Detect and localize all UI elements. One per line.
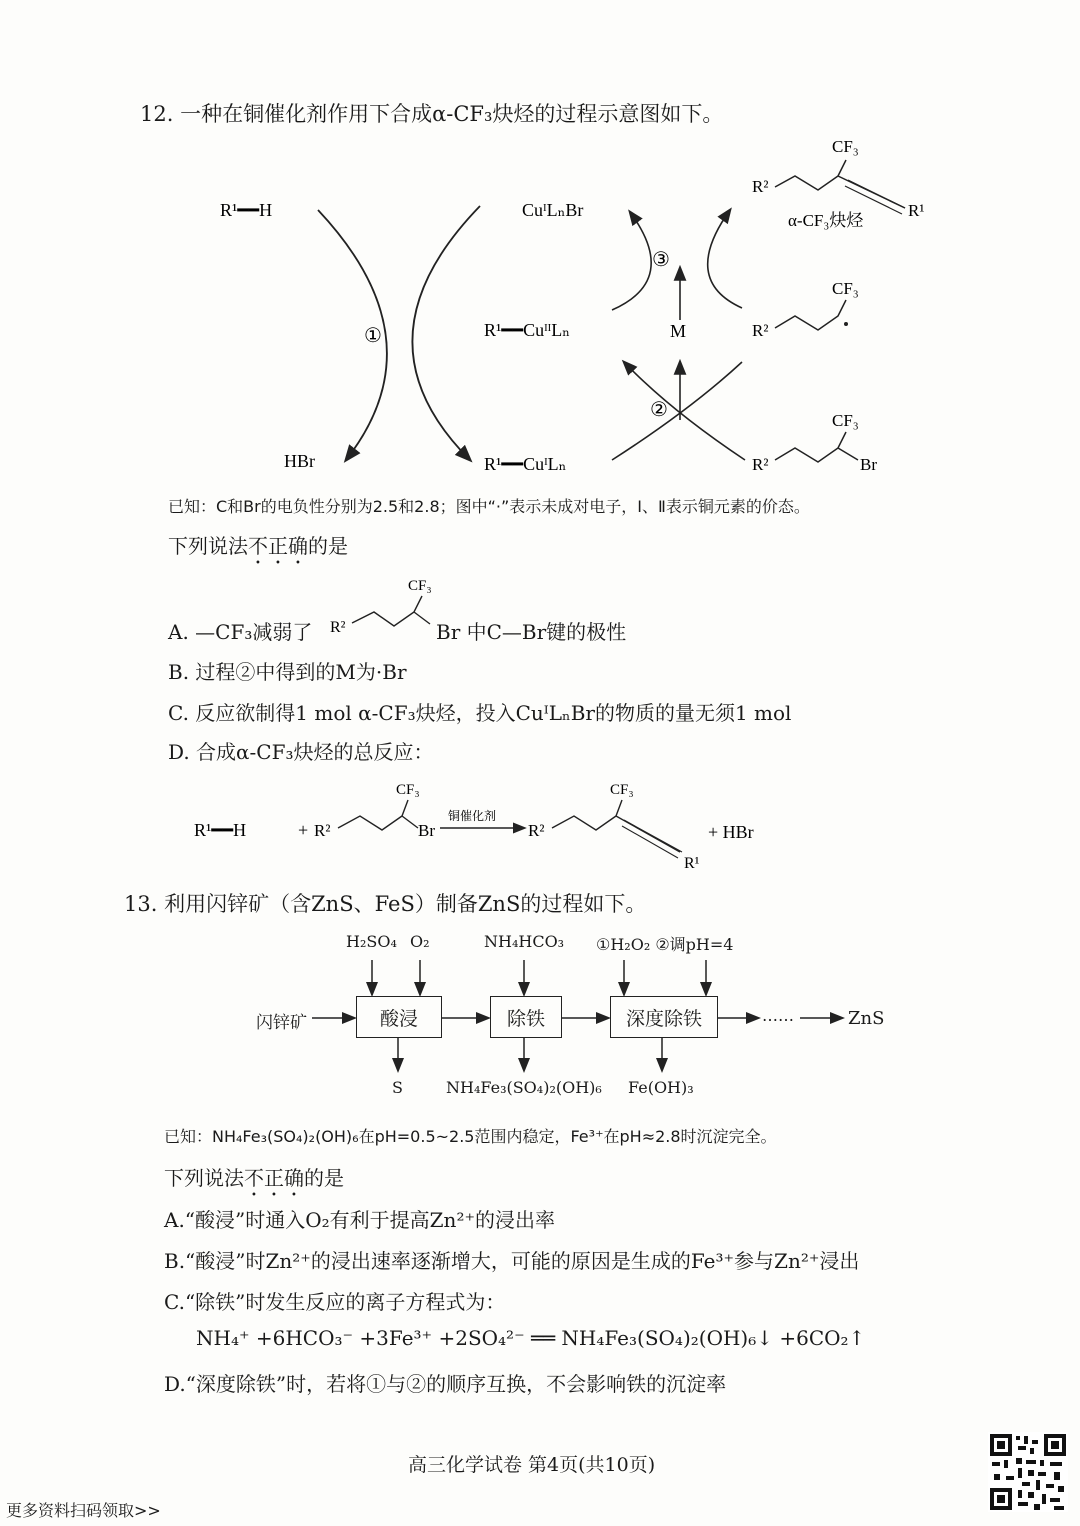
product-triple-bond — [845, 180, 905, 214]
q13-number: 13. — [124, 892, 158, 916]
eq-r1h: R¹━━H — [194, 820, 247, 840]
bromide-skeleton — [775, 432, 858, 462]
eq-reactant-br: Br — [418, 821, 435, 840]
cu-catalyst-label: CuᴵLₙBr — [522, 200, 584, 220]
flow-feoh3: Fe(OH)₃ — [628, 1078, 694, 1097]
product-skeleton — [775, 160, 905, 208]
q12-question — [168, 530, 348, 569]
flow-jarosite: NH₄Fe₃(SO₄)₂(OH)₆ — [446, 1078, 602, 1097]
radical-skeleton — [775, 300, 846, 330]
bromide-r2: R² — [752, 455, 769, 474]
q12-stem — [140, 98, 723, 128]
alkyne-cu2-label: R¹━━CuᴵᴵLₙ — [484, 320, 571, 340]
flow-ore: 闪锌矿 — [256, 1013, 307, 1033]
product-r2: R² — [752, 177, 769, 196]
box-acid-leach: 酸浸 — [356, 996, 442, 1038]
q12-stem-text: 一种在铜催化剂作用下合成α-CF₃炔烃的过程示意图如下。 — [180, 102, 724, 126]
r1-alkyne-h: R¹━━H — [220, 200, 273, 220]
q12-option-c: C. 反应欲制得1 mol α-CF₃炔烃，投入CuᴵLₙBr的物质的量无须1 mol — [168, 701, 792, 725]
opt-a-skeleton — [352, 596, 430, 626]
eq-product-r1: R¹ — [684, 855, 700, 872]
q13-question-suffix: 的是 — [304, 1166, 344, 1190]
eq-plus: + — [298, 820, 309, 840]
arc-step3-right-arrow — [708, 210, 742, 308]
q13-question-emph: 不正确 — [244, 1166, 304, 1190]
radical-cf3: CF₃ — [832, 279, 859, 298]
radical-r2: R² — [752, 321, 769, 340]
opt-a-post-text: 中C—Br键的极性 — [466, 620, 627, 644]
box-remove-fe: 除铁 — [490, 996, 562, 1038]
flow-o2: O₂ — [410, 932, 430, 951]
q12-option-a-post — [436, 616, 626, 645]
box-deep-remove-fe: 深度除铁 — [610, 996, 718, 1038]
product-r1: R¹ — [908, 201, 925, 220]
q13-question-prefix: 下列说法 — [164, 1166, 244, 1190]
q12-total-equation — [190, 770, 790, 880]
arc-step2-right-arrow — [624, 362, 745, 460]
q12-question-emph: 不正确 — [248, 534, 308, 558]
step3-label: ③ — [652, 249, 670, 271]
q13-stem-text: 利用闪锌矿（含ZnS、FeS）制备ZnS的过程如下。 — [164, 892, 647, 916]
q13-option-d: D.“深度除铁”时，若将①与②的顺序互换，不会影响铁的沉淀率 — [164, 1372, 727, 1396]
arc-right-arrow — [412, 206, 480, 460]
hbr-label: HBr — [284, 451, 315, 471]
flow-h2o2-ph: ①H₂O₂ ②调pH=4 — [596, 935, 734, 954]
radical-dot — [844, 322, 848, 326]
opt-a-br: Br — [436, 620, 461, 644]
flow-zns: ZnS — [848, 1008, 885, 1029]
q13-known: 已知：NH₄Fe₃(SO₄)₂(OH)₆在pH=0.5~2.5范围内稳定，Fe³⁺在pH≈2.8时沉淀完全。 — [164, 1127, 777, 1146]
q12-option-b: B. 过程②中得到的M为·Br — [168, 660, 407, 684]
product-name: α-CF₃炔烃 — [788, 211, 864, 230]
q13-option-c-equation: NH₄⁺ +6HCO₃⁻ +3Fe³⁺ +2SO₄²⁻ ══ NH₄Fe₃(SO₄)₂(OH)₆↓ +6CO₂↑ — [196, 1326, 866, 1350]
m-label: M — [670, 321, 687, 341]
step2-label: ② — [650, 399, 668, 421]
flow-s: S — [392, 1078, 403, 1097]
step1-label: ① — [364, 325, 382, 347]
q12-question-prefix: 下列说法 — [168, 534, 248, 558]
eq-reactant-cf3: CF₃ — [396, 782, 420, 798]
eq-product-r2: R² — [528, 821, 545, 840]
opt-a-cf3: CF₃ — [408, 578, 432, 594]
bromide-br: Br — [860, 455, 877, 474]
eq-reactant-skeleton — [338, 800, 418, 830]
bromide-cf3: CF₃ — [832, 411, 859, 430]
eq-reactant-r2: R² — [314, 821, 331, 840]
q13-option-b: B.“酸浸”时Zn²⁺的浸出速率逐渐增大，可能的原因是生成的Fe³⁺参与Zn²⁺浸出 — [164, 1249, 860, 1273]
eq-product-triple-bond — [622, 820, 682, 858]
q13-option-a: A.“酸浸”时通入O₂有利于提高Zn²⁺的浸出率 — [164, 1208, 556, 1232]
q12-mechanism-diagram — [0, 130, 1080, 490]
product-cf3: CF₃ — [832, 137, 859, 156]
q12-option-a-structure — [330, 568, 440, 638]
q12-option-a-pre: A. —CF₃减弱了 — [168, 620, 313, 644]
qr-code-icon[interactable] — [988, 1432, 1068, 1512]
opt-a-r2: R² — [330, 619, 346, 636]
more-resources-link[interactable]: 更多资料扫码领取>> — [6, 1501, 161, 1520]
q12-known: 已知：C和Br的电负性分别为2.5和2.8；图中“·”表示未成对电子，Ⅰ、Ⅱ表示铜元素的价态。 — [168, 497, 810, 516]
q13-question — [164, 1162, 344, 1201]
alkyne-cu1-label: R¹━━CuᴵLₙ — [484, 454, 567, 474]
q13-option-c: C.“除铁”时发生反应的离子方程式为： — [164, 1290, 506, 1314]
arc-step3-left-arrow — [612, 212, 651, 310]
page-footer: 高三化学试卷 第4页(共10页) — [408, 1454, 656, 1476]
eq-catalyst: 铜催化剂 — [448, 809, 497, 823]
flow-dots: …… — [762, 1006, 794, 1025]
eq-product-cf3: CF₃ — [610, 782, 634, 798]
q12-number: 12. — [140, 102, 174, 126]
flow-h2so4: H₂SO₄ — [346, 932, 397, 951]
q13-stem — [124, 888, 646, 918]
flow-nh4hco3: NH₄HCO₃ — [484, 932, 565, 951]
eq-product-skeleton — [552, 800, 680, 852]
eq-plus-hbr: + HBr — [708, 822, 754, 842]
q12-question-suffix: 的是 — [308, 534, 348, 558]
q12-option-d: D. 合成α-CF₃炔烃的总反应： — [168, 740, 434, 764]
